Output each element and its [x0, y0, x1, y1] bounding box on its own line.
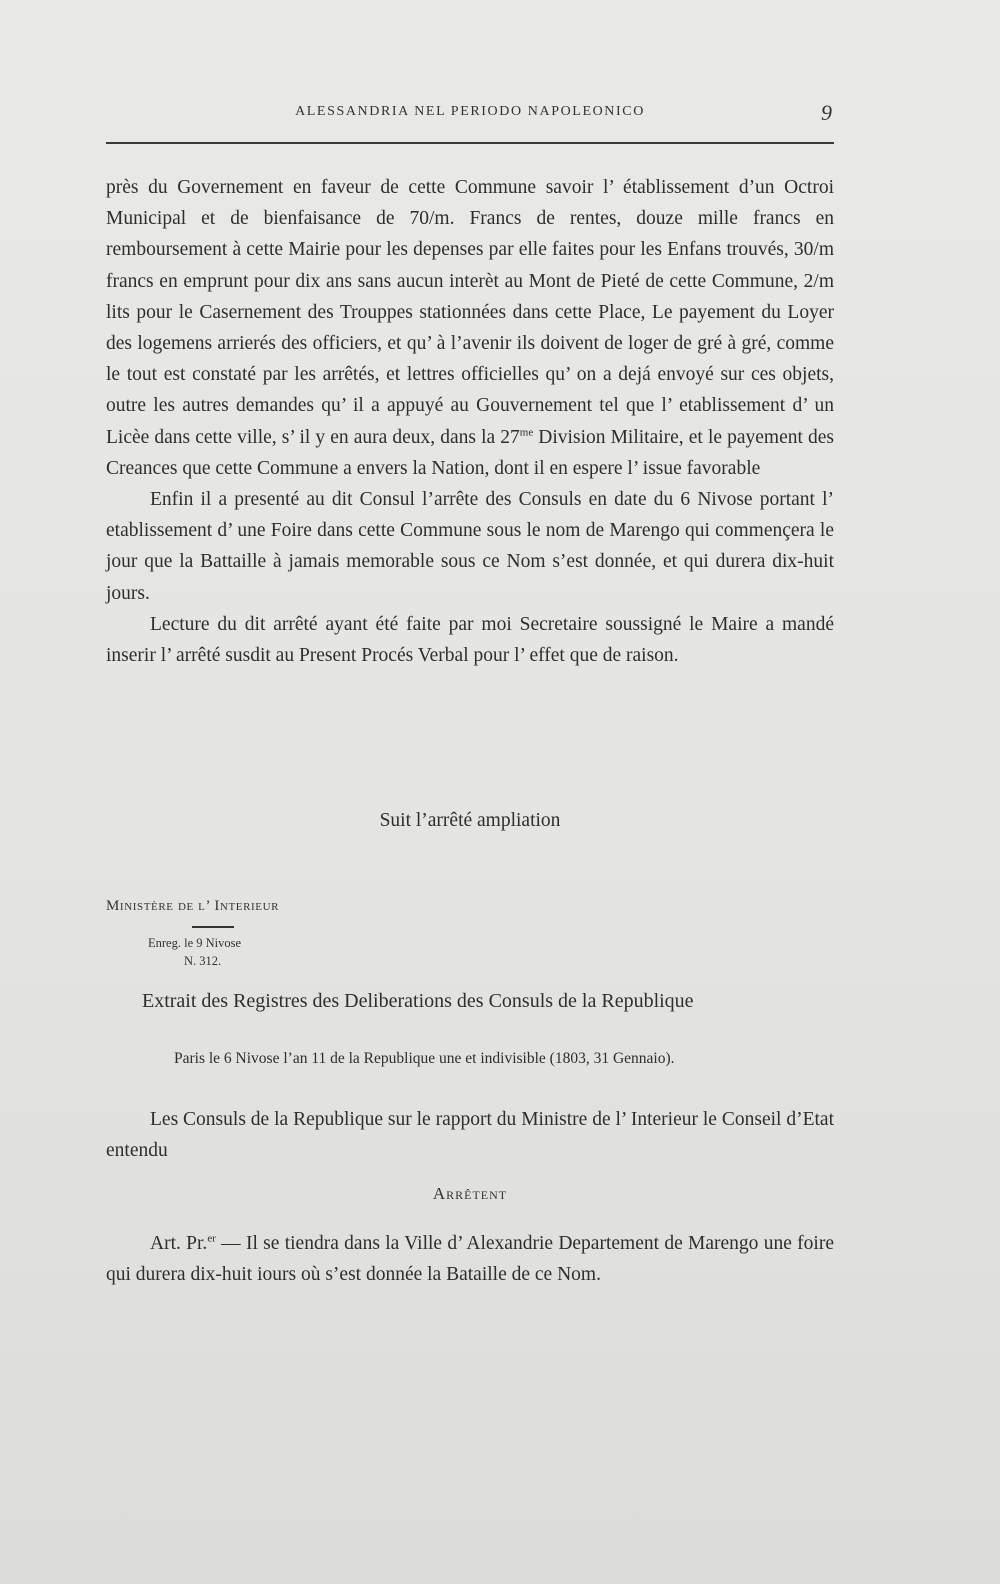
paragraph-consuls: Les Consuls de la Republique sur le rapport du Ministre de l’ Interieur le Conseil d’Etat entendu [106, 1109, 834, 1162]
suit-heading: Suit l’arrêté ampliation [379, 810, 561, 831]
article-superscript: er [207, 1232, 216, 1245]
ministry-heading: Ministère de l’ Interieur [106, 898, 280, 914]
arretent-heading: Arrêtent [432, 1184, 508, 1203]
ordinal-superscript: me [519, 426, 534, 439]
article-body: — Il se tiendra dans la Ville d’ Alexandrie Departement de Marengo une foire qui durera dix-huit iours où s’est donnée la Bataille de ce Nom. [106, 1233, 834, 1286]
paragraph-reading: Lecture du dit arrêté ayant été faite par moi Secretaire soussigné le Maire a mandé inserir l’ arrêté susdit au Present Procés Verbal pour l’ effet que de raison. [106, 613, 834, 667]
main-text [106, 172, 834, 671]
paragraph-continuation-tail: Division Militaire, et le payement des Creances que cette Commune a envers la Nation, dont il en espere l’ issue favorable [106, 426, 834, 479]
page-number: 9 [821, 100, 832, 125]
running-title: ALESSANDRIA NEL PERIODO NAPOLEONICO [295, 104, 645, 119]
article-lead: Art. Pr. [150, 1233, 208, 1254]
extrait-heading: Extrait des Registres des Deliberations des Consuls de la Republique [142, 990, 694, 1012]
paragraph-continuation [106, 172, 834, 484]
registration-date: Enreg. le 9 Nivose [148, 936, 242, 950]
paris-dateline: Paris le 6 Nivose l’an 11 de la Republique une et indivisible (1803, 31 Gennaio). [174, 1050, 675, 1067]
ministry-rule [192, 926, 234, 928]
page-header [106, 100, 834, 132]
registration-note [148, 934, 241, 970]
paragraph-fair: Enfin il a presenté au dit Consul l’arrête des Consuls en date du 6 Nivose portant l’ etablissement d’ une Foire dans cette Commune sous le nom de Marengo qui commençera le jour que la Battaille à jamais memorable sous ce Nom s’est donnée, et qui durera dix-huit jours. [106, 489, 834, 604]
paragraph-continuation-text: près du Governement en faveur de cette Commune savoir l’ établissement d’un Octroi Municipal et de bienfaisance de 70/m. Francs de rentes, douze mille francs en remboursement à cette Mairie pour les depenses par elle faites pour les Enfans trouvés, 30/m francs en emprunt pour dix ans sans aucun interèt au Mont de Pieté de cette Commune, 2/m lits pour le Casernement des Trouppes stationnées dans cette Place, Le payement du Loyer des logemens arrierés des officiers, et qu’ à l’avenir ils doivent de loger de gré à gré, comme le tout est constaté par les arrêtés, et lettres officielles qu’ on a dejá envoyé sur ces objets, outre les autres demandes qu’ il a appuyé au Gouvernement tel que l’ etablissement d’ un Licèe dans cette ville, s’ il y en aura deux, dans la 27 [106, 177, 834, 448]
header-rule [106, 142, 834, 144]
paragraph-article [106, 1228, 834, 1290]
article-text [106, 1228, 834, 1290]
consuls-text [106, 1104, 834, 1166]
registration-number: N. 312. [184, 954, 222, 968]
